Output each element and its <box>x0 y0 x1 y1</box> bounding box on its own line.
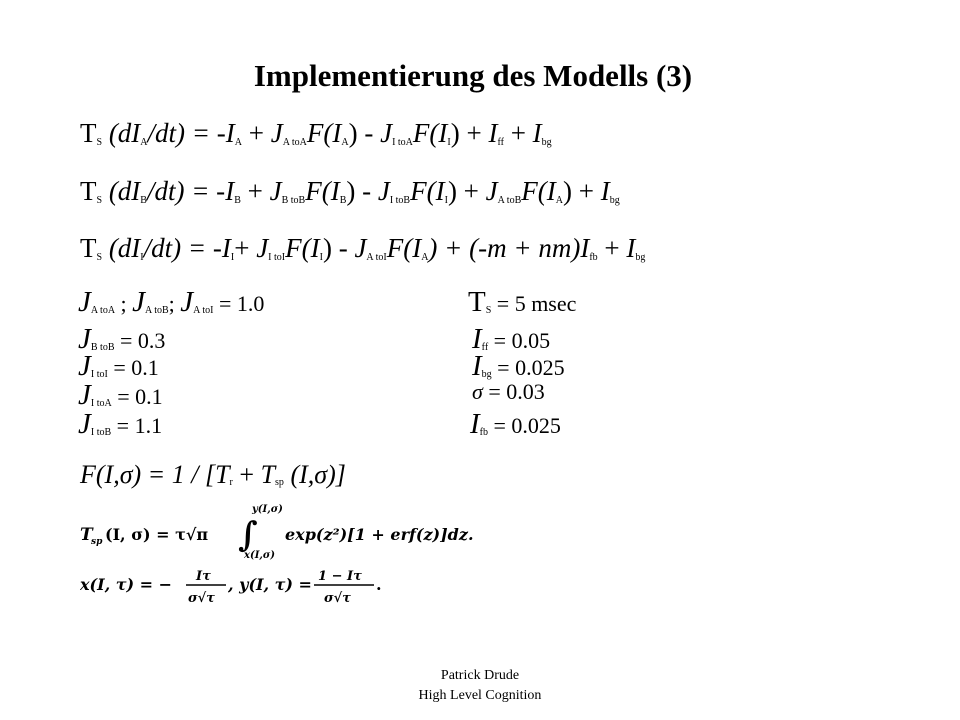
footer-course: High Level Cognition <box>418 688 542 703</box>
x-num: Iτ <box>196 569 211 584</box>
footer-author: Patrick Drude <box>440 668 520 683</box>
tsp-lhs: T <box>80 525 93 545</box>
param-i-bg: $I_{bg} = 0.025$ <box>472 350 565 382</box>
equation-2: $T_S$ $(dI_B/dt) = -I_B + J_{B toB}F(I_B) - J_{I toB}F(I_I) + J_{A toB}F(I_A) + I_{bg}$ <box>80 176 620 206</box>
param-j-itoi: $J_{I toI} = 0.1$ <box>78 350 159 382</box>
xy-end: . <box>376 575 382 594</box>
param-ts: $T_S = 5$ msec <box>468 286 577 318</box>
param-i-fb: $I_{fb} = 0.025$ <box>470 408 561 440</box>
slide-title: Implementierung des Modells (3) <box>253 58 693 93</box>
tsp-lhs-sub: sp <box>91 537 103 547</box>
y-num: 1 − Iτ <box>318 569 362 584</box>
f-definition: $F(I,\sigma) = 1 / [T_r + T_{sp}$ (I,σ)] <box>80 460 346 489</box>
y-lhs: , y(I, τ) = <box>228 575 312 594</box>
param-j-btob: $J_{B toB} = 0.3$ <box>78 323 166 355</box>
param-sigma: σ = 0.03 <box>472 379 545 404</box>
param-j-itoa: $J_{I toA} = 0.1$ <box>78 379 163 411</box>
y-den: σ√τ <box>324 591 351 606</box>
x-den: σ√τ <box>188 591 215 606</box>
param-j-itob: $J_{I toB} = 1.1$ <box>78 408 163 440</box>
equation-3: $T_S$ $(dI_I/dt) = -I_I+ J_{I toI}F(I_I) - J_{A toI}F(I_A) + (-m + nm)I_{fb} + I_{bg}$ <box>80 233 646 263</box>
equation-1: $T_S$ $(dI_A/dt) = -I_A + J_{A toA}F(I_A) - J_{I toA}F(I_I) + I_{ff} + I_{bg}$ <box>80 118 552 148</box>
tsp-integrand: exp(z²)[1 + erf(z)]dz. <box>285 525 474 544</box>
x-lhs: x(I, τ) = − <box>80 575 173 594</box>
param-j-a: $J_{A toA}$ ; $J_{A toB}$; $J_{A toI} = 1.0$ <box>78 286 265 318</box>
tsp-args: (I, σ) = τ√π <box>105 525 209 544</box>
formula-image <box>80 498 500 610</box>
tsp-lower: x(I,σ) <box>244 550 275 561</box>
param-i-ff: $I_{ff} = 0.05$ <box>472 323 551 355</box>
tsp-upper: y(I,σ) <box>252 504 283 515</box>
formula-svg <box>80 498 500 610</box>
integral-sign-icon: ∫ <box>238 515 258 555</box>
